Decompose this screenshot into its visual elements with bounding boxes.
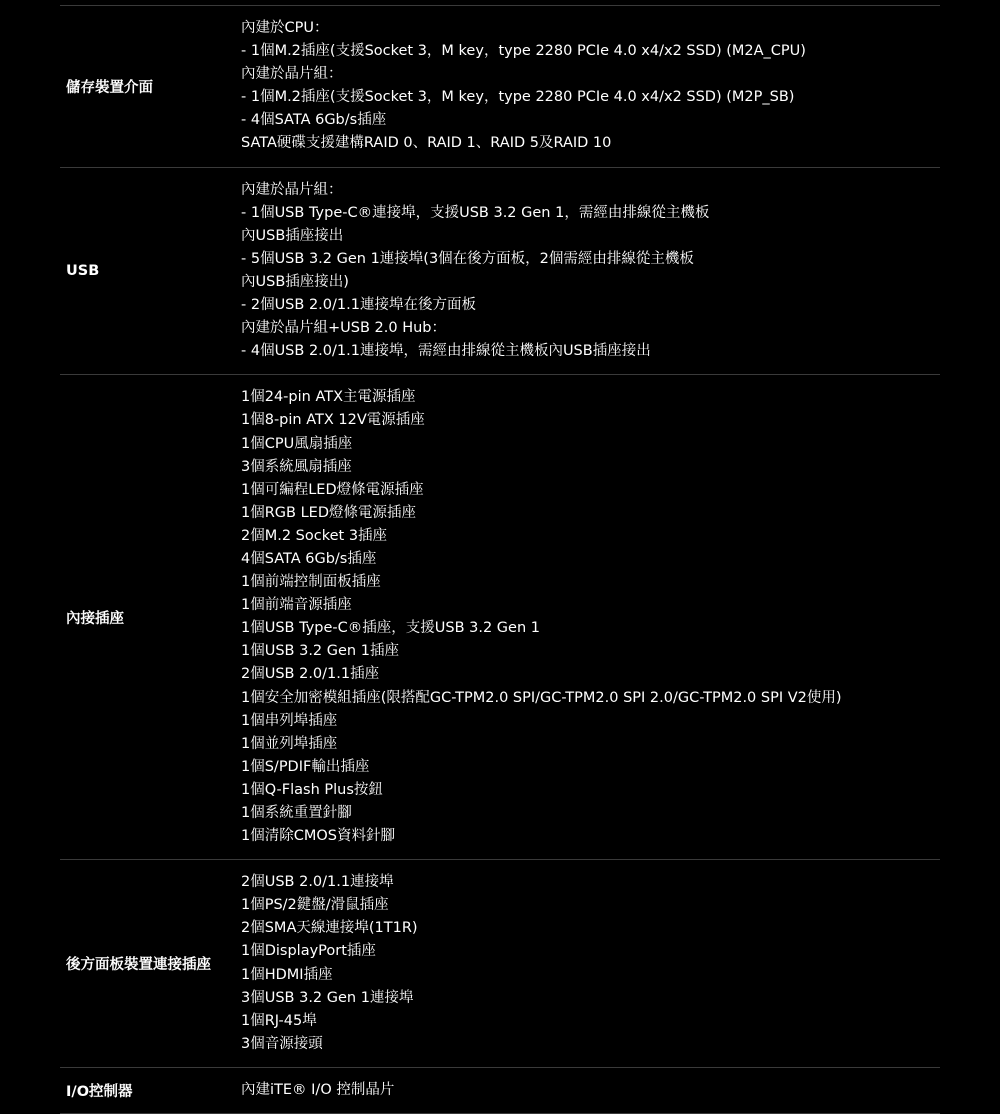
spec-line: 1個RJ-45埠 [241,1012,317,1029]
spec-line: 內USB插座接出 [241,227,344,244]
spec-label: 內接插座 [66,610,124,627]
spec-line: 1個Q-Flash Plus按鈕 [241,781,383,798]
spec-line: 1個前端音源插座 [241,597,352,614]
spec-line: - 1個USB Type-C®連接埠，支援USB 3.2 Gen 1，需經由排線從主機板 [241,204,710,221]
spec-line: - 2個USB 2.0/1.1連接埠在後方面板 [241,297,476,314]
spec-line: 1個USB Type-C®插座，支援USB 3.2 Gen 1 [241,620,540,637]
spec-row-internal-connectors [60,375,940,860]
spec-table [60,5,940,1114]
spec-line: 1個安全加密模組插座(限搭配GC-TPM2.0 SPI/GC-TPM2.0 SPI 2.0/GC-TPM2.0 SPI V2使用) [241,689,842,706]
spec-line: 內建於CPU： [241,20,329,36]
spec-line: - 4個SATA 6Gb/s插座 [241,112,387,129]
spec-line: 內建於晶片組： [241,66,343,83]
spec-line: 1個串列埠插座 [241,712,338,729]
spec-line: 3個音源接頭 [241,1035,323,1052]
spec-line: 內建iTE® I/O 控制晶片 [241,1081,395,1098]
spec-line: 1個PS/2鍵盤/滑鼠插座 [241,897,389,914]
spec-line: - 1個M.2插座(支援Socket 3，M key，type 2280 PCIe 4.0 x4/x2 SSD) (M2A_CPU) [241,43,806,60]
spec-line: 3個USB 3.2 Gen 1連接埠 [241,989,414,1006]
spec-label: 後方面板裝置連接插座 [66,957,211,974]
spec-line: - 5個USB 3.2 Gen 1連接埠(3個在後方面板，2個需經由排線從主機板 [241,250,694,267]
spec-line: 1個USB 3.2 Gen 1插座 [241,643,399,660]
spec-line: 2個USB 2.0/1.1插座 [241,666,380,683]
spec-row-storage [60,6,940,168]
spec-line: 內建於晶片組： [241,181,343,198]
spec-line: 1個RGB LED燈條電源插座 [241,504,416,521]
spec-label: I/O控制器 [66,1083,133,1100]
spec-line: 1個並列埠插座 [241,735,338,752]
spec-line: 1個CPU風扇插座 [241,435,353,452]
spec-line: 1個清除CMOS資料針腳 [241,828,395,845]
spec-line: 4個SATA 6Gb/s插座 [241,550,377,567]
spec-line: 1個可編程LED燈條電源插座 [241,481,424,498]
spec-line: 內建於晶片組+USB 2.0 Hub： [241,320,446,337]
spec-values [241,375,940,859]
spec-label: USB [66,262,100,279]
spec-line: 1個24-pin ATX主電源插座 [241,389,416,406]
spec-line: - 1個M.2插座(支援Socket 3，M key，type 2280 PCIe 4.0 x4/x2 SSD) (M2P_SB) [241,89,795,106]
spec-line: 3個系統風扇插座 [241,458,352,475]
spec-line: 1個DisplayPort插座 [241,943,376,960]
spec-line: 2個SMA天線連接埠(1T1R) [241,920,418,937]
spec-row-usb [60,168,940,376]
spec-label: 儲存裝置介面 [66,79,153,96]
spec-line: - 4個USB 2.0/1.1連接埠，需經由排線從主機板內USB插座接出 [241,343,651,360]
spec-line: 2個USB 2.0/1.1連接埠 [241,874,394,891]
spec-line: 2個M.2 Socket 3插座 [241,527,388,544]
spec-row-rear-panel [60,860,940,1068]
spec-values [241,168,940,375]
spec-line: 1個HDMI插座 [241,966,333,983]
spec-line: 內USB插座接出) [241,273,349,290]
spec-row-io-controller [60,1068,940,1114]
spec-values [241,6,940,167]
spec-line: 1個8-pin ATX 12V電源插座 [241,412,425,429]
spec-line: 1個S/PDIF輸出插座 [241,758,370,775]
spec-values [241,1068,940,1113]
spec-values [241,860,940,1067]
spec-line: 1個前端控制面板插座 [241,574,381,591]
spec-line: SATA硬碟支援建構RAID 0、RAID 1、RAID 5及RAID 10 [241,135,612,152]
spec-line: 1個系統重置針腳 [241,805,352,821]
